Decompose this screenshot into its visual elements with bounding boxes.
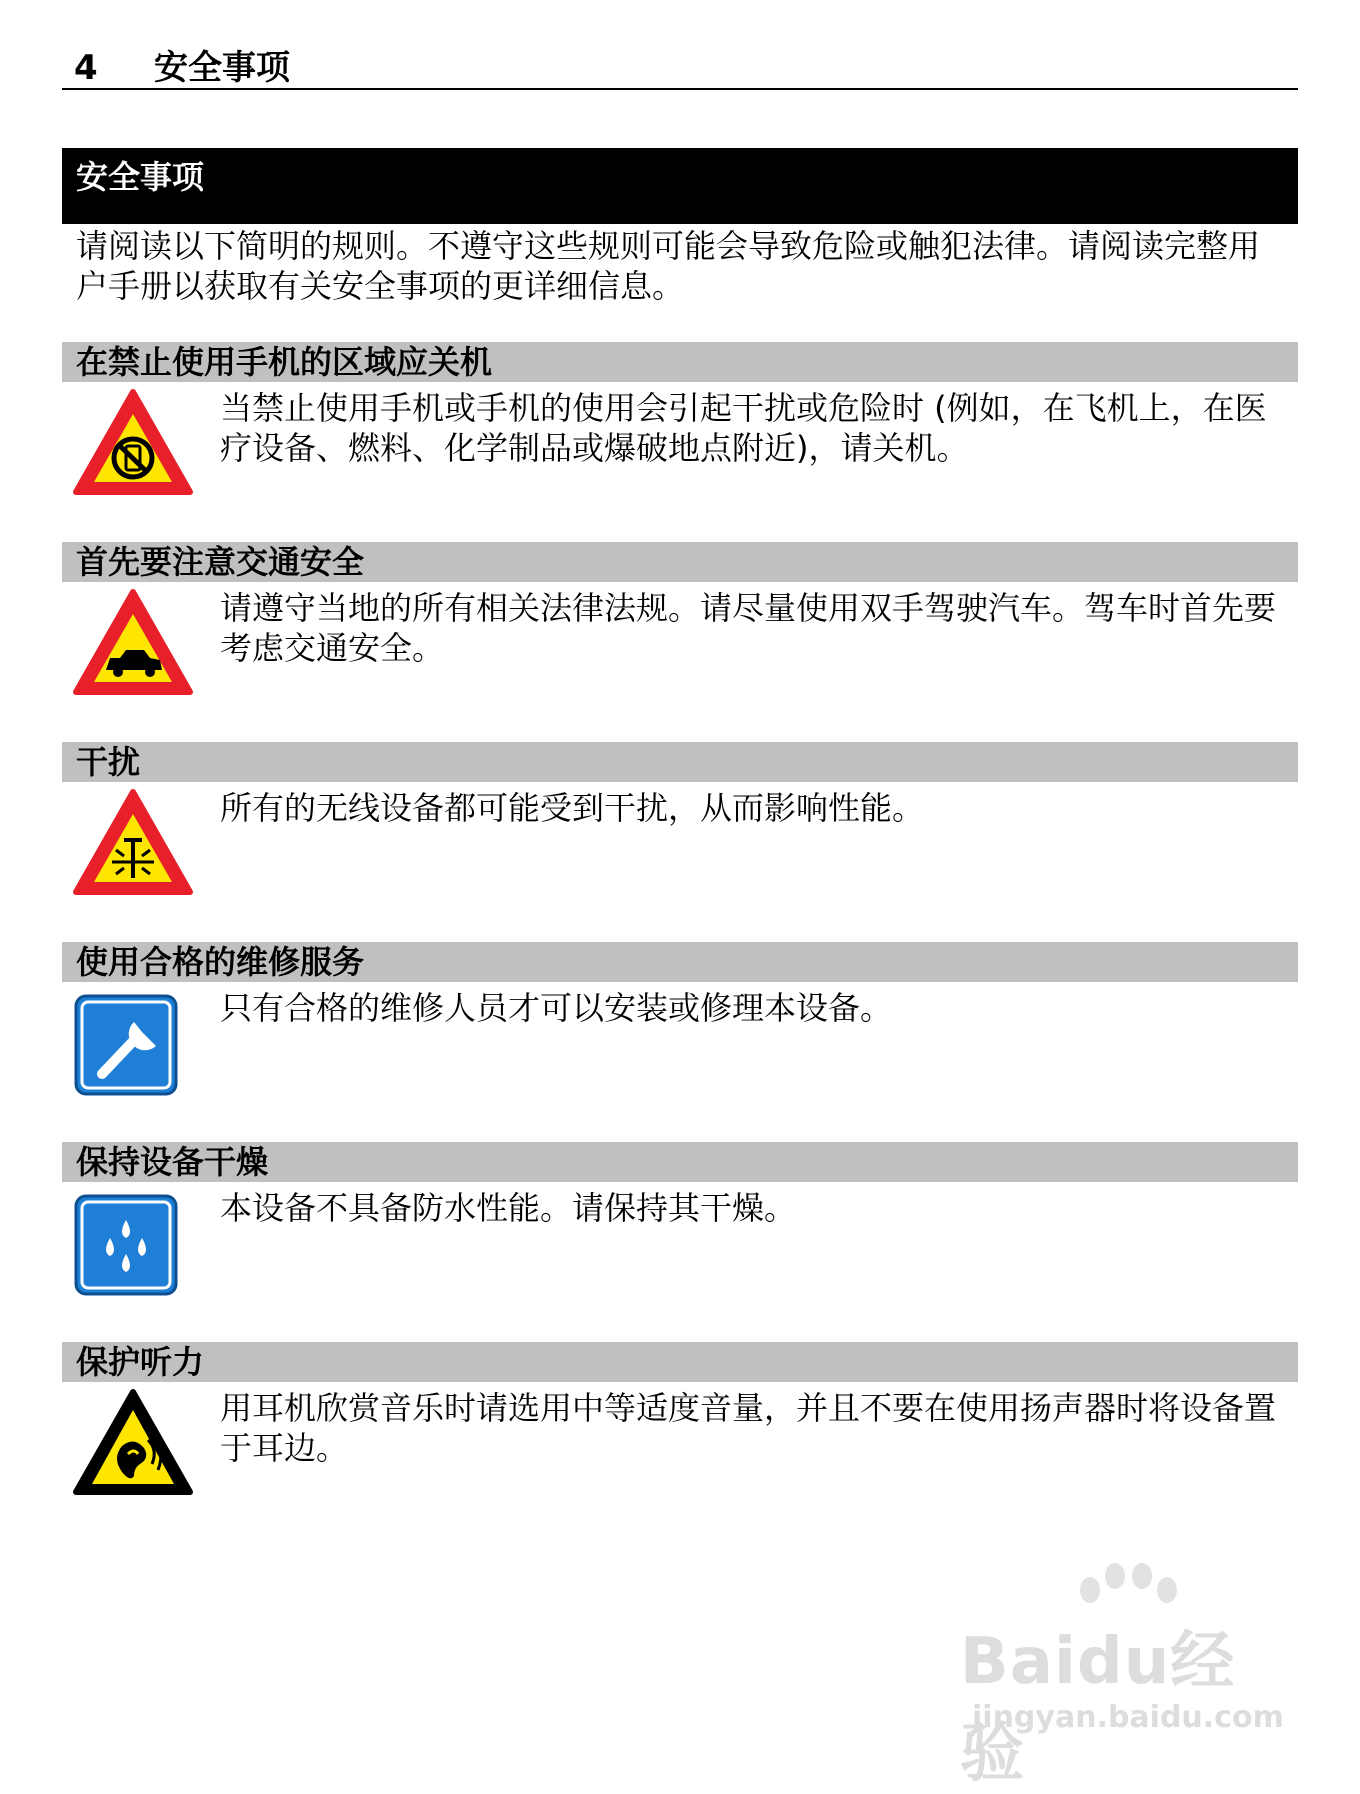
- car-warning-icon: [72, 588, 194, 698]
- section-text: 当禁止使用手机或手机的使用会引起干扰或危险时 (例如，在飞机上，在医疗设备、燃料、化学制品或爆破地点附近)，请关机。: [220, 389, 1267, 467]
- section-switch-off: [62, 342, 1298, 502]
- no-phone-warning-icon: [72, 388, 194, 498]
- section-road-safety: [62, 542, 1298, 702]
- intro-text: 请阅读以下简明的规则。不遵守这些规则可能会导致危险或触犯法律。请阅读完整用户手册以获取有关安全事项的更详细信息。: [76, 227, 1261, 305]
- page-number: 4: [74, 48, 98, 88]
- wrench-icon: [72, 988, 194, 1098]
- section-protect-hearing: [62, 1342, 1298, 1502]
- watermark-brand: Baidu经验: [960, 1625, 1236, 1791]
- section-text: 用耳机欣赏音乐时请选用中等适度音量，并且不要在使用扬声器时将设备置于耳边。: [220, 1389, 1277, 1467]
- section-heading: 保持设备干燥: [62, 1142, 1298, 1182]
- water-drops-icon: [72, 1188, 194, 1298]
- page-header-title: 安全事项: [154, 48, 290, 88]
- chapter-title: 安全事项: [62, 148, 1298, 224]
- section-heading: 保护听力: [62, 1342, 1298, 1382]
- section-keep-dry: [62, 1142, 1298, 1302]
- interference-warning-icon: [72, 788, 194, 898]
- section-heading: 干扰: [62, 742, 1298, 782]
- baidu-watermark: [960, 1560, 1300, 1791]
- page-header: [62, 48, 1298, 90]
- section-heading: 首先要注意交通安全: [62, 542, 1298, 582]
- section-text: 本设备不具备防水性能。请保持其干燥。: [220, 1189, 797, 1227]
- watermark-url: jingyan.baidu.com: [972, 1700, 1284, 1735]
- hearing-warning-icon: [72, 1388, 194, 1498]
- section-heading: 使用合格的维修服务: [62, 942, 1298, 982]
- section-interference: [62, 742, 1298, 902]
- section-text: 所有的无线设备都可能受到干扰，从而影响性能。: [220, 789, 925, 827]
- section-qualified-service: [62, 942, 1298, 1102]
- section-text: 只有合格的维修人员才可以安装或修理本设备。: [220, 989, 893, 1027]
- section-text: 请遵守当地的所有相关法律法规。请尽量使用双手驾驶汽车。驾车时首先要考虑交通安全。: [220, 589, 1277, 667]
- section-heading: 在禁止使用手机的区域应关机: [62, 342, 1298, 382]
